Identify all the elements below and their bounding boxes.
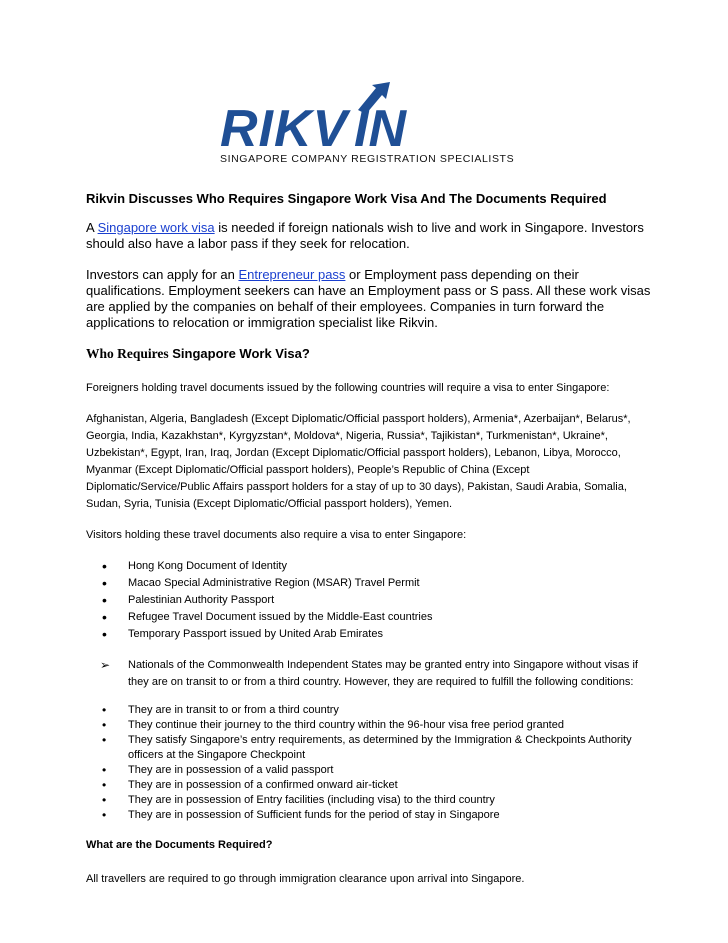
list-item	[86, 808, 656, 823]
list-item-text: They satisfy Singapore’s entry requirements, as determined by the Immigration & Checkpoints Authority officers at the Singapore Checkpoint	[128, 734, 632, 761]
bullet-icon: •	[102, 763, 107, 777]
list-item-text: They are in possession of a confirmed onward air-ticket	[128, 779, 398, 791]
bullet-icon: •	[102, 808, 107, 822]
logo-graphic	[218, 82, 518, 152]
bullet-icon: •	[102, 626, 107, 642]
travel-documents-list	[86, 558, 656, 643]
intro-p1-text-end: is needed if foreign nationals wish to live and work in Singapore. Investors should also have a labor pass if they seek for relocation.	[86, 220, 644, 251]
cis-transit-note	[86, 657, 656, 691]
list-item	[86, 793, 656, 808]
transit-conditions-list	[86, 703, 656, 823]
bullet-icon: •	[102, 558, 107, 574]
list-item	[86, 703, 656, 718]
rikvin-logo	[218, 82, 518, 162]
visitors-paragraph: Visitors holding these travel documents also require a visa to enter Singapore:	[86, 529, 467, 541]
list-item	[86, 592, 656, 609]
foreigners-paragraph: Foreigners holding travel documents issued by the following countries will require a visa to enter Singapore:	[86, 382, 610, 394]
list-item	[86, 609, 656, 626]
entrepreneur-pass-link[interactable]: Entrepreneur pass	[238, 267, 346, 282]
cis-note-text: Nationals of the Commonwealth Independent States may be granted entry into Singapore without visas if they are on transit to or from a third country. However, they are required to fulfill the following conditions:	[128, 659, 638, 688]
list-item-text: Temporary Passport issued by United Arab Emirates	[128, 628, 383, 640]
list-item	[86, 778, 656, 793]
heading-serif-part: Who Requires	[86, 346, 169, 361]
list-item-text: Refugee Travel Document issued by the Middle-East countries	[128, 611, 433, 623]
list-item-text: They are in possession of Sufficient funds for the period of stay in Singapore	[128, 809, 500, 821]
bullet-icon: •	[102, 718, 107, 732]
section-heading-who-requires	[86, 346, 656, 362]
list-item-text: Hong Kong Document of Identity	[128, 560, 287, 572]
bullet-icon: •	[102, 592, 107, 608]
singapore-work-visa-link[interactable]: Singapore work visa	[97, 220, 215, 235]
intro-p2-text: Investors can apply for an	[86, 267, 239, 282]
bullet-icon: •	[102, 733, 107, 747]
bullet-icon: •	[102, 575, 107, 591]
svg-text:IN: IN	[354, 100, 406, 152]
intro-paragraph-1	[86, 220, 656, 252]
list-item-text: Palestinian Authority Passport	[128, 594, 275, 606]
svg-text:RIKV: RIKV	[220, 100, 349, 152]
list-item-text: They continue their journey to the third country within the 96-hour visa free period granted	[128, 719, 564, 731]
logo-tagline: SINGAPORE COMPANY REGISTRATION SPECIALISTS	[220, 153, 515, 165]
immigration-clearance-paragraph: All travellers are required to go through immigration clearance upon arrival into Singapore.	[86, 873, 525, 885]
list-item	[86, 558, 656, 575]
bullet-icon: •	[102, 778, 107, 792]
intro-p2-text-end: or Employment pass depending on their qualifications. Employment seekers can have an Employment pass or S pass. All these work visas are applied by the companies on behalf of their employees. Companies in turn forward the applications to relocation or immigration specialist like Rikvin.	[86, 267, 651, 330]
list-item	[86, 626, 656, 643]
heading-rest-part: Singapore Work Visa?	[168, 346, 310, 361]
list-item	[86, 763, 656, 778]
bullet-icon: •	[102, 609, 107, 625]
countries-paragraph: Afghanistan, Algeria, Bangladesh (Except Diplomatic/Official passport holders), Armenia*, Azerbaijan*, Belarus*, Georgia, India, Kazakhstan*, Kyrgyzstan*, Moldova*, Nigeria, Russia*, Tajikistan*, Turkmenistan*, Ukraine*, Uzbekistan*, Egypt, Iran, Iraq, Jordan (Except Diplomatic/Official passport holders), Lebanon, Libya, Morocco, Myanmar (Except Diplomatic/Official passport holders), People’s Republic of China (Except Diplomatic/Service/Public Affairs passport holders for a stay of up to 30 days), Pakistan, Saudi Arabia, Somalia, Sudan, Syria, Tunisia (Except Diplomatic/Official passport holders), Yemen.	[86, 413, 631, 510]
page-title: Rikvin Discusses Who Requires Singapore Work Visa And The Documents Required	[86, 191, 607, 206]
list-item	[86, 718, 656, 733]
list-item-text: Macao Special Administrative Region (MSAR) Travel Permit	[128, 577, 420, 589]
list-item	[86, 733, 656, 763]
list-item-text: They are in possession of Entry facilities (including visa) to the third country	[128, 794, 495, 806]
intro-p1-text: A	[86, 220, 98, 235]
intro-paragraph-2	[86, 267, 656, 331]
bullet-icon: •	[102, 793, 107, 807]
list-item-text: They are in possession of a valid passport	[128, 764, 334, 776]
bullet-icon: •	[102, 703, 107, 717]
arrow-bullet-icon: ➢	[100, 658, 111, 672]
article-body	[86, 191, 656, 902]
list-item	[86, 575, 656, 592]
section-heading-documents-required: What are the Documents Required?	[86, 839, 273, 851]
list-item-text: They are in transit to or from a third country	[128, 704, 339, 716]
